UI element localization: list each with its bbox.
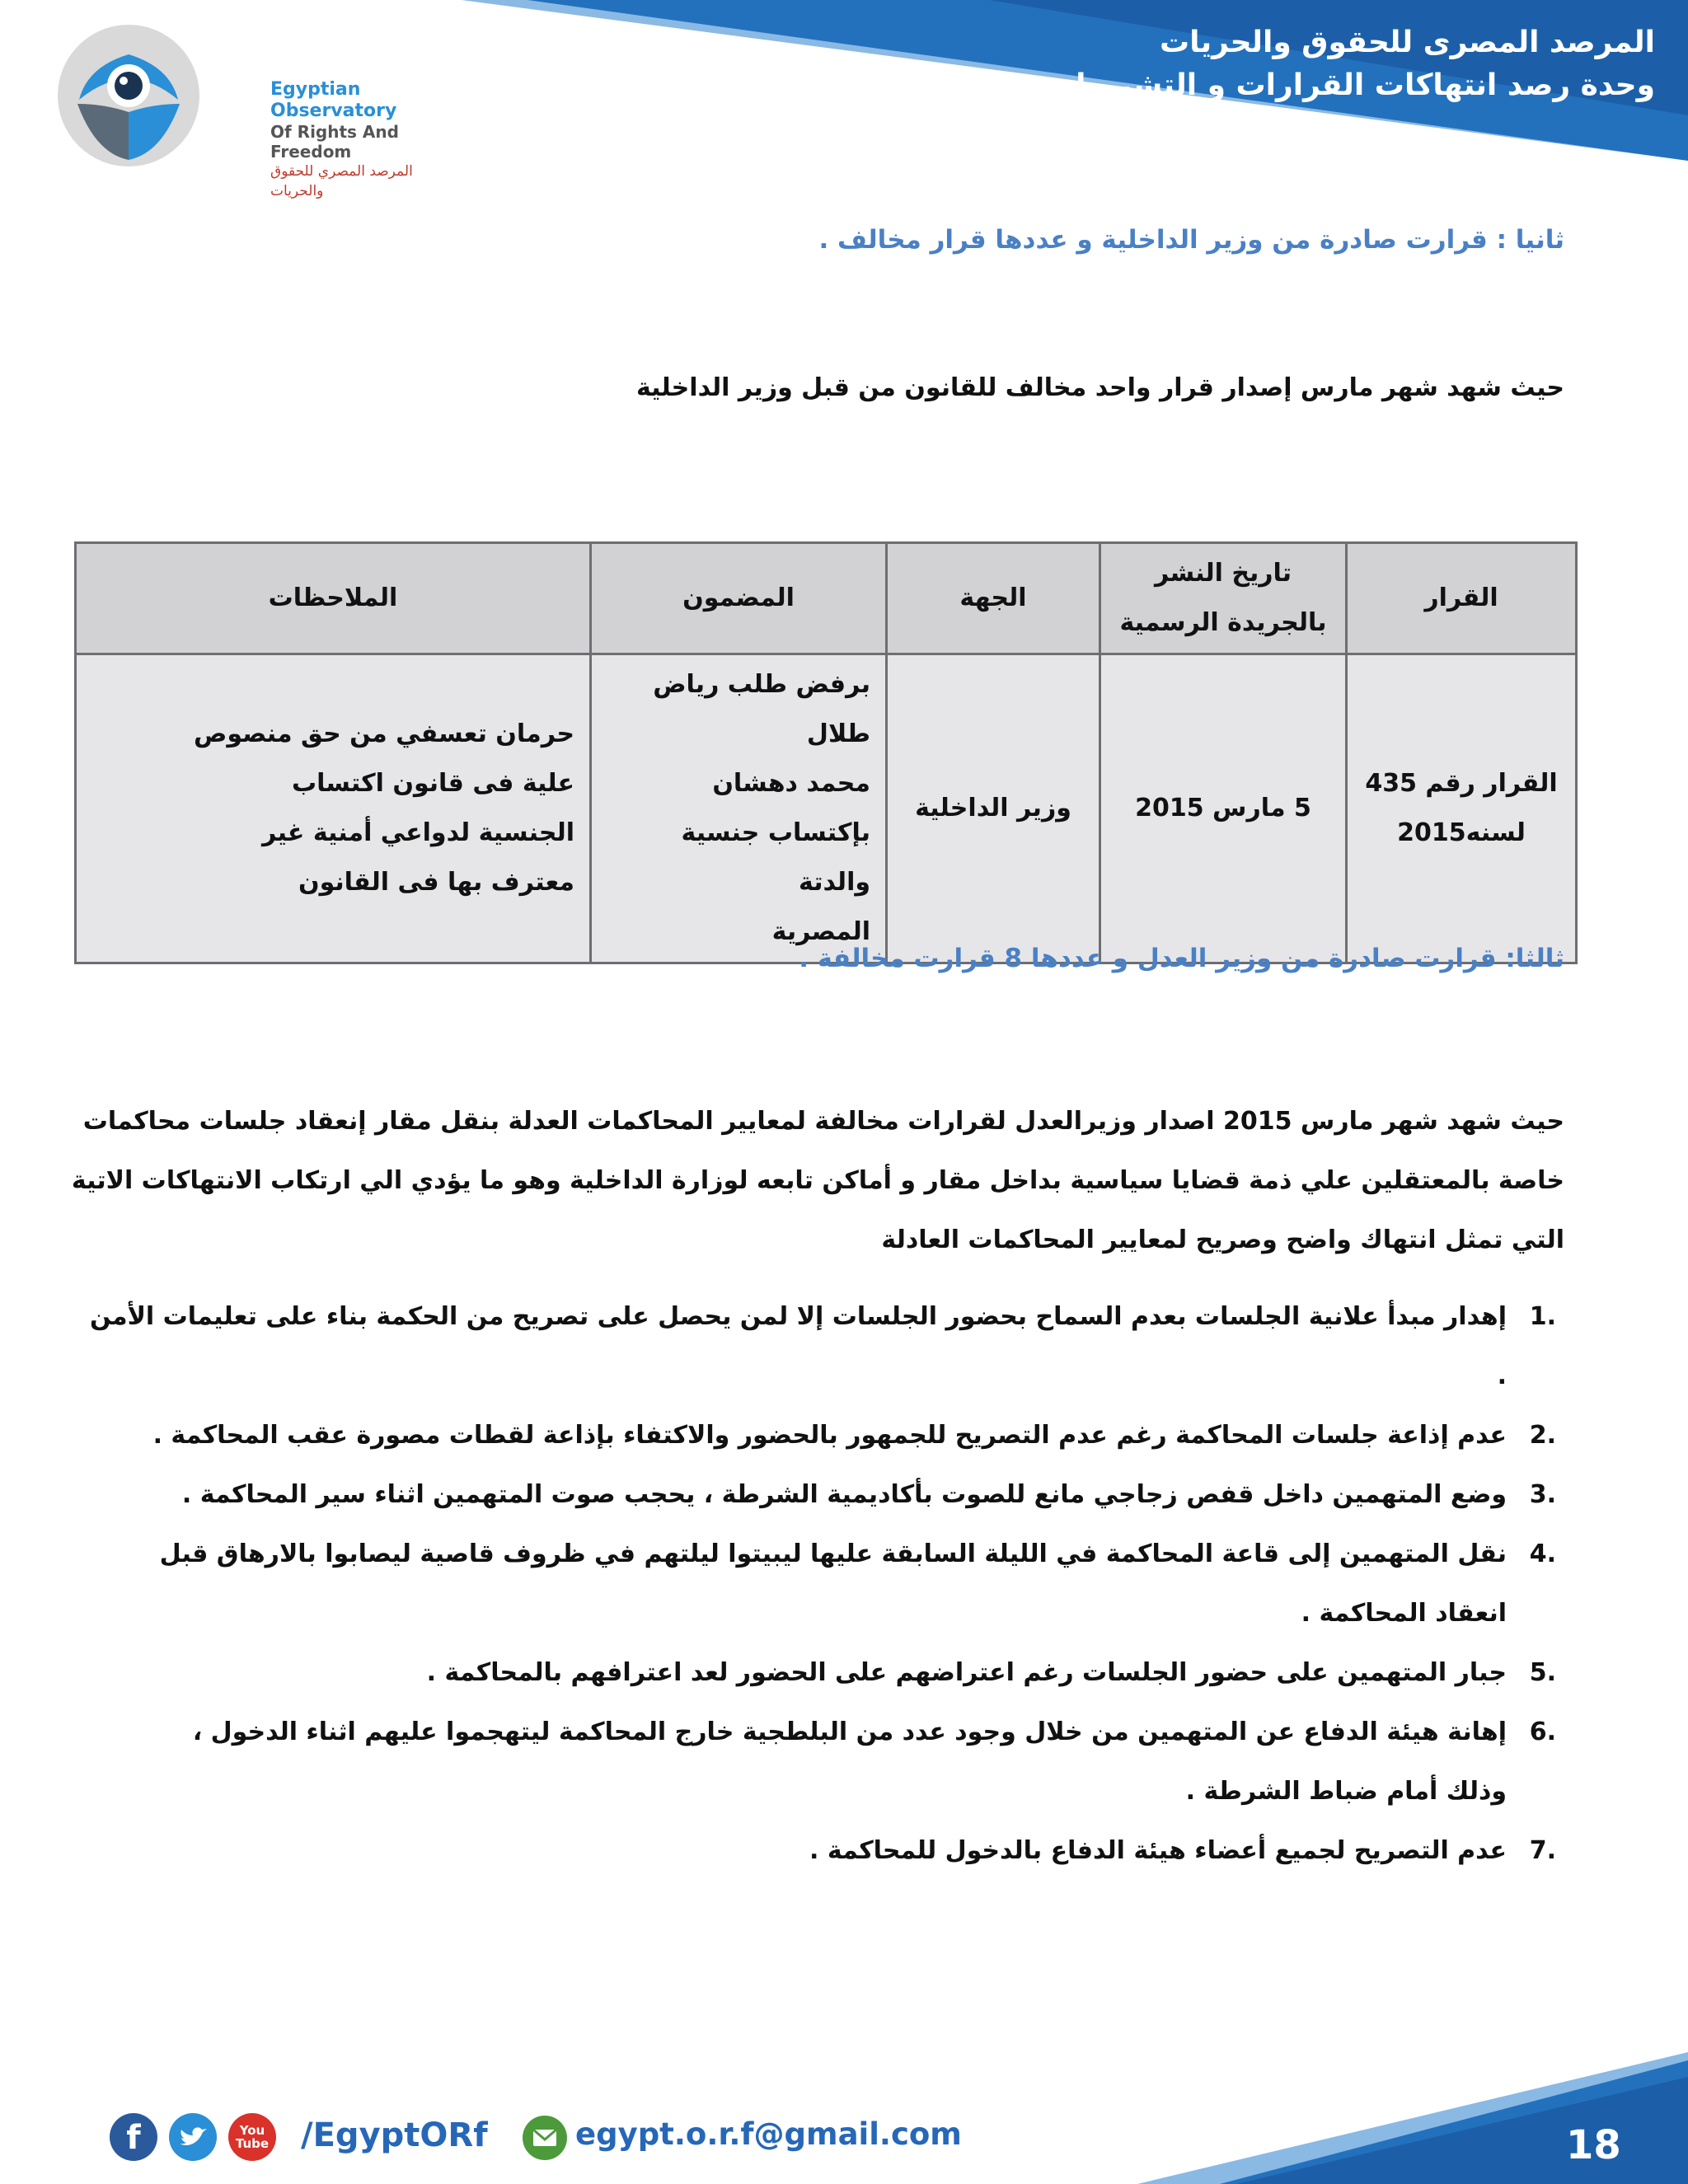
list-number: 7. <box>1529 1836 1556 1865</box>
list-item <box>89 1643 1556 1703</box>
list-number: 5. <box>1529 1658 1556 1687</box>
cell-content <box>591 654 887 963</box>
facebook-icon-svg <box>109 2112 158 2162</box>
list-text: انعقاد المحاكمة . <box>1301 1599 1507 1628</box>
cell-decision: القرار رقم 435 لسنه2015 <box>1347 654 1577 963</box>
th-decision: القرار <box>1347 543 1577 654</box>
header-subtitle: وحدة رصد انتهاكات القرارات و التشريعات <box>1045 68 1655 102</box>
email-link[interactable]: egypt.o.r.f@gmail.com <box>575 2116 962 2152</box>
logo-ar: المرصد المصري للحقوق والحريات <box>270 163 413 199</box>
content-line: برفض طلب رياض طلال <box>653 670 870 748</box>
notes-line: حرمان تعسفي من حق منصوص <box>194 719 574 748</box>
facebook-glyph: f <box>126 2119 141 2157</box>
logo-en-line2: Of Rights And Freedom <box>270 122 399 162</box>
header-title: المرصد المصرى للحقوق والحريات <box>1159 26 1655 59</box>
notes-line: معترف بها فى القانون <box>298 868 574 897</box>
youtube-label-1: You <box>239 2123 265 2138</box>
list-item <box>89 1821 1556 1881</box>
list-item <box>89 1465 1556 1525</box>
cell-entity: وزير الداخلية <box>887 654 1100 963</box>
list-item <box>89 1287 1556 1406</box>
cell-notes <box>76 654 591 963</box>
facebook-icon[interactable] <box>109 2112 158 2162</box>
section2-title: ثانيا : قرارت صادرة من وزير الداخلية و عددها قرار مخالف . <box>818 225 1564 255</box>
logo <box>54 21 467 199</box>
youtube-icon-svg <box>227 2112 277 2162</box>
list-number: 3. <box>1529 1480 1556 1509</box>
youtube-icon[interactable] <box>227 2112 277 2162</box>
list-number: 4. <box>1529 1540 1556 1568</box>
list-number: 6. <box>1529 1718 1556 1746</box>
list-text: عدم التصريح لجميع أعضاء هيئة الدفاع بالدخول للمحاكمة . <box>809 1836 1507 1865</box>
section3-intro <box>72 1092 1564 1270</box>
list-text: إهانة هيئة الدفاع عن المتهمين من خلال وجود عدد من البلطجية خارج المحاكمة ليتهجموا عليهم اثناء الدخول ، <box>192 1718 1507 1746</box>
email-icon-svg <box>522 2115 568 2161</box>
violations-list <box>89 1287 1556 1881</box>
list-text: . <box>1497 1361 1507 1390</box>
email-icon <box>522 2115 568 2161</box>
intro-line: خاصة بالمعتقلين علي ذمة قضايا سياسية بداخل مقار و أماكن تابعه لوزارة الداخلية وهو ما يؤدي الي ارتكاب الانتهاكات الاتية <box>71 1166 1564 1195</box>
th-date-line2: بالجريدة الرسمية <box>1119 608 1327 637</box>
th-date-line1: تاريخ النشر <box>1154 559 1292 588</box>
intro-line: حيث شهد شهر مارس 2015 اصدار وزيرالعدل لقرارات مخالفة لمعايير المحاكمات العدلة بنقل مقار إنعقاد جلسات محاكمات <box>82 1107 1564 1136</box>
logo-text <box>270 79 467 201</box>
cell-date: 5 مارس 2015 <box>1100 654 1347 963</box>
table-header-row <box>76 543 1577 654</box>
list-item <box>89 1703 1556 1821</box>
th-entity: الجهة <box>887 543 1100 654</box>
th-content: المضمون <box>591 543 887 654</box>
youtube-label-2: Tube <box>235 2136 270 2151</box>
list-text: وذلك أمام ضباط الشرطة . <box>1185 1777 1507 1806</box>
list-text: إهدار مبدأ علانية الجلسات بعدم السماح بحضور الجلسات إلا لمن يحصل على تصريح من الحكمة بناء على تعليمات الأمن <box>90 1302 1507 1331</box>
content-line: المصرية <box>771 917 870 946</box>
list-item <box>89 1525 1556 1643</box>
notes-line: الجنسية لدواعي أمنية غير <box>261 818 574 847</box>
th-notes: الملاحظات <box>76 543 591 654</box>
intro-line: التي تمثل انتهاك واضح وصريح لمعايير المحاكمات العادلة <box>881 1226 1564 1254</box>
list-number: 1. <box>1529 1302 1556 1331</box>
notes-line: علية فى قانون اكتساب <box>291 769 574 798</box>
social-handle[interactable]: /EgyptORf <box>301 2116 488 2154</box>
page-number: 18 <box>1566 2122 1621 2168</box>
twitter-icon[interactable] <box>168 2112 218 2162</box>
table-row <box>76 654 1577 963</box>
list-item <box>89 1406 1556 1465</box>
content-line: محمد دهشان <box>712 769 870 798</box>
section3-title: ثالثا: قرارت صادرة من وزير العدل و عددها 8 قرارت مخالفة . <box>799 944 1564 973</box>
logo-en-line1: Egyptian Observatory <box>270 79 397 121</box>
th-date <box>1100 543 1347 654</box>
twitter-icon-svg <box>168 2112 218 2162</box>
list-text: نقل المتهمين إلى قاعة المحاكمة في الليلة السابقة عليها ليبيتوا ليلتهم في ظروف قاصية ليصابوا بالارهاق قبل <box>159 1540 1507 1568</box>
list-text: عدم إذاعة جلسات المحاكمة رغم عدم التصريح للجمهور بالحضور والاكتفاء بإذاعة لقطات مصورة عقب المحاكمة . <box>152 1421 1507 1450</box>
section2-intro: حيث شهد شهر مارس إصدار قرار واحد مخالف للقانون من قبل وزير الداخلية <box>635 373 1564 402</box>
list-number: 2. <box>1529 1421 1556 1450</box>
decisions-table <box>74 541 1578 964</box>
content-line: بإكتساب جنسية والدتة <box>681 818 870 897</box>
list-text: جبار المتهمين على حضور الجلسات رغم اعتراضهم على الحضور لعد اعترافهم بالمحاكمة . <box>426 1658 1507 1687</box>
logo-emblem-icon <box>54 21 203 170</box>
list-text: وضع المتهمين داخل قفص زجاجي مانع للصوت بأكاديمية الشرطة ، يحجب صوت المتهمين اثناء سير المحاكمة . <box>181 1480 1507 1509</box>
